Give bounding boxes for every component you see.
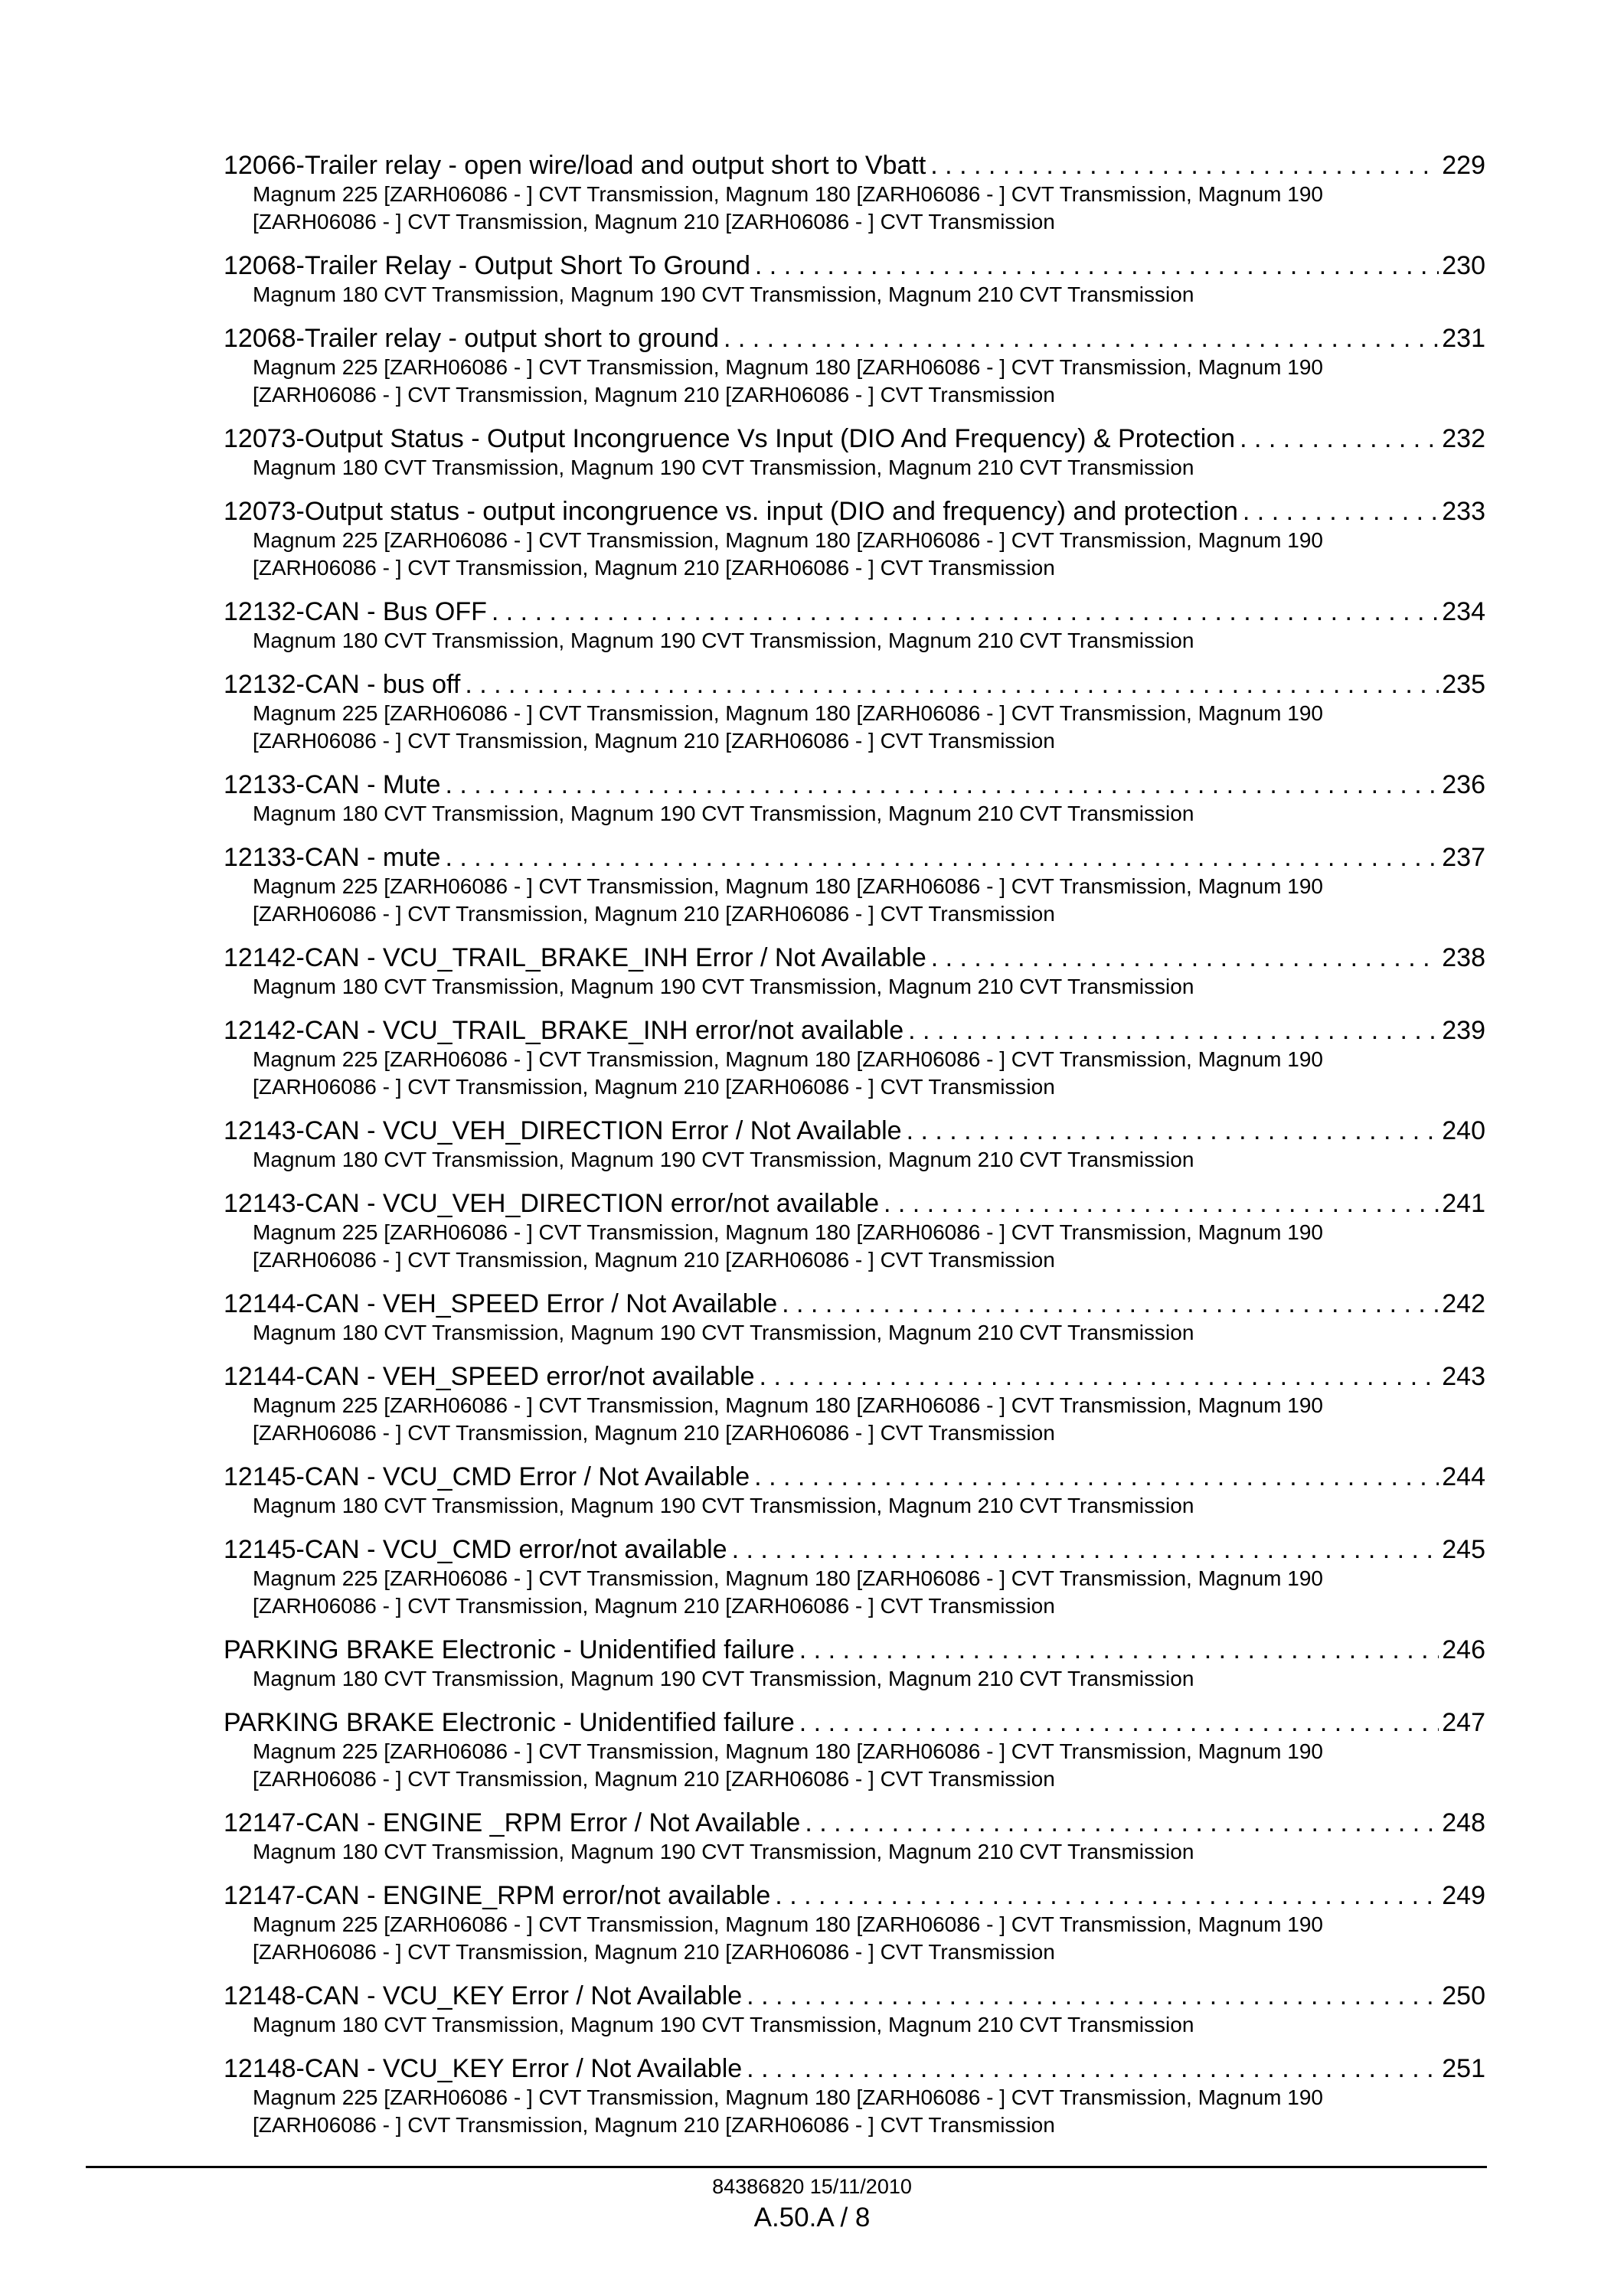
toc-entry-heading — [224, 769, 1485, 800]
toc-entry-applicability: [ZARH06086 - ] CVT Transmission, Magnum 210 [ZARH06086 - ] CVT Transmission — [253, 2113, 1055, 2137]
toc-entry-applicability: Magnum 225 [ZARH06086 - ] CVT Transmission, Magnum 180 [ZARH06086 - ] CVT Transmission, Magnum 190 — [253, 701, 1324, 725]
dot-leader — [1240, 423, 1439, 454]
dot-leader — [799, 1635, 1439, 1665]
toc-entry-applicability: [ZARH06086 - ] CVT Transmission, Magnum 210 [ZARH06086 - ] CVT Transmission — [253, 1767, 1055, 1791]
toc-entry-applicability: Magnum 225 [ZARH06086 - ] CVT Transmission, Magnum 180 [ZARH06086 - ] CVT Transmission, Magnum 190 — [253, 1047, 1324, 1071]
toc-entry-applicability: [ZARH06086 - ] CVT Transmission, Magnum 210 [ZARH06086 - ] CVT Transmission — [253, 556, 1055, 580]
dot-leader — [799, 1707, 1439, 1738]
toc-entry-applicability: Magnum 225 [ZARH06086 - ] CVT Transmission, Magnum 180 [ZARH06086 - ] CVT Transmission, Magnum 190 — [253, 355, 1324, 379]
dot-leader — [747, 1981, 1439, 2011]
toc-entry-applicability: [ZARH06086 - ] CVT Transmission, Magnum 210 [ZARH06086 - ] CVT Transmission — [253, 729, 1055, 753]
toc-entry-title: 12066-Trailer relay - open wire/load and output short to Vbatt — [224, 151, 926, 180]
toc-entry-title: 12147-CAN - ENGINE _RPM Error / Not Available — [224, 1808, 801, 1837]
toc-entry-applicability: Magnum 225 [ZARH06086 - ] CVT Transmission, Magnum 180 [ZARH06086 - ] CVT Transmission, Magnum 190 — [253, 2085, 1324, 2109]
toc-entry[interactable] — [224, 1534, 1485, 1620]
toc-entry[interactable] — [224, 596, 1485, 655]
toc-entry-applicability: Magnum 225 [ZARH06086 - ] CVT Transmission, Magnum 180 [ZARH06086 - ] CVT Transmission, Magnum 190 — [253, 1393, 1324, 1417]
footer-page-number: A.50.A / 8 — [753, 2203, 871, 2232]
toc-entry-page: 238 — [1442, 943, 1485, 972]
toc-entry-title: 12132-CAN - Bus OFF — [224, 597, 487, 626]
table-of-contents — [224, 150, 1485, 2154]
dot-leader — [805, 1808, 1439, 1838]
toc-entry-page: 251 — [1442, 2054, 1485, 2083]
toc-entry[interactable] — [224, 323, 1485, 409]
toc-entry-page: 229 — [1442, 151, 1485, 180]
toc-entry-page: 235 — [1442, 670, 1485, 699]
toc-entry-title: 12144-CAN - VEH_SPEED error/not available — [224, 1362, 755, 1391]
toc-entry[interactable] — [224, 1808, 1485, 1866]
toc-entry[interactable] — [224, 942, 1485, 1001]
toc-entry[interactable] — [224, 150, 1485, 236]
toc-entry-applicability: Magnum 180 CVT Transmission, Magnum 190 CVT Transmission, Magnum 210 CVT Transmission — [253, 2013, 1194, 2036]
toc-entry-heading — [224, 323, 1485, 354]
toc-entry-page: 230 — [1442, 251, 1485, 280]
toc-entry-applicability: Magnum 180 CVT Transmission, Magnum 190 CVT Transmission, Magnum 210 CVT Transmission — [253, 1321, 1194, 1344]
toc-entry-applicability: Magnum 180 CVT Transmission, Magnum 190 CVT Transmission, Magnum 210 CVT Transmission — [253, 1667, 1194, 1690]
footer-document-code: 84386820 15/11/2010 — [712, 2175, 912, 2198]
toc-entry-title: 12148-CAN - VCU_KEY Error / Not Available — [224, 1981, 743, 2010]
toc-entry-heading — [224, 1115, 1485, 1146]
toc-entry[interactable] — [224, 769, 1485, 828]
toc-entry-title: PARKING BRAKE Electronic - Unidentified failure — [224, 1708, 795, 1737]
toc-entry-page: 234 — [1442, 597, 1485, 626]
toc-entry-applicability: [ZARH06086 - ] CVT Transmission, Magnum 210 [ZARH06086 - ] CVT Transmission — [253, 1594, 1055, 1618]
toc-entry-title: 12132-CAN - bus off — [224, 670, 461, 699]
toc-entry-heading — [224, 596, 1485, 627]
toc-entry[interactable] — [224, 1188, 1485, 1274]
toc-entry-applicability: Magnum 225 [ZARH06086 - ] CVT Transmission, Magnum 180 [ZARH06086 - ] CVT Transmission, Magnum 190 — [253, 528, 1324, 552]
toc-entry-page: 240 — [1442, 1116, 1485, 1145]
toc-entry-applicability: Magnum 225 [ZARH06086 - ] CVT Transmission, Magnum 180 [ZARH06086 - ] CVT Transmission, Magnum 190 — [253, 1566, 1324, 1590]
toc-entry[interactable] — [224, 1462, 1485, 1520]
toc-entry-heading — [224, 1462, 1485, 1492]
dot-leader — [930, 150, 1439, 181]
toc-entry-title: 12068-Trailer relay - output short to ground — [224, 324, 719, 353]
toc-entry-page: 248 — [1442, 1808, 1485, 1837]
toc-entry-page: 242 — [1442, 1289, 1485, 1318]
dot-leader — [782, 1288, 1439, 1319]
toc-entry-heading — [224, 1288, 1485, 1319]
toc-entry-title: 12142-CAN - VCU_TRAIL_BRAKE_INH error/not available — [224, 1016, 904, 1045]
toc-entry-applicability: [ZARH06086 - ] CVT Transmission, Magnum 210 [ZARH06086 - ] CVT Transmission — [253, 1248, 1055, 1272]
toc-entry-applicability: [ZARH06086 - ] CVT Transmission, Magnum 210 [ZARH06086 - ] CVT Transmission — [253, 1421, 1055, 1445]
toc-entry-heading — [224, 250, 1485, 281]
toc-entry-heading — [224, 1361, 1485, 1392]
toc-entry-heading — [224, 1188, 1485, 1219]
toc-entry-applicability: Magnum 180 CVT Transmission, Magnum 190 CVT Transmission, Magnum 210 CVT Transmission — [253, 975, 1194, 998]
toc-entry-heading — [224, 496, 1485, 527]
toc-entry-page: 237 — [1442, 843, 1485, 872]
toc-entry-heading — [224, 1707, 1485, 1738]
toc-entry-heading — [224, 423, 1485, 454]
toc-entry-applicability: Magnum 225 [ZARH06086 - ] CVT Transmission, Magnum 180 [ZARH06086 - ] CVT Transmission, Magnum 190 — [253, 1912, 1324, 1936]
toc-entry-title: 12133-CAN - Mute — [224, 770, 441, 799]
dot-leader — [907, 1115, 1439, 1146]
toc-entry-applicability: Magnum 180 CVT Transmission, Magnum 190 CVT Transmission, Magnum 210 CVT Transmission — [253, 1840, 1194, 1863]
toc-entry-heading — [224, 150, 1485, 181]
toc-entry-page: 245 — [1442, 1535, 1485, 1564]
toc-entry-applicability: Magnum 180 CVT Transmission, Magnum 190 CVT Transmission, Magnum 210 CVT Transmission — [253, 1494, 1194, 1517]
toc-entry-title: PARKING BRAKE Electronic - Unidentified failure — [224, 1635, 795, 1664]
toc-entry-heading — [224, 942, 1485, 973]
toc-entry-applicability: Magnum 180 CVT Transmission, Magnum 190 CVT Transmission, Magnum 210 CVT Transmission — [253, 283, 1194, 306]
toc-entry-heading — [224, 1015, 1485, 1046]
toc-entry[interactable] — [224, 1880, 1485, 1966]
toc-entry-page: 247 — [1442, 1708, 1485, 1737]
dot-leader — [775, 1880, 1439, 1911]
toc-entry[interactable] — [224, 1015, 1485, 1101]
toc-entry-applicability: [ZARH06086 - ] CVT Transmission, Magnum 210 [ZARH06086 - ] CVT Transmission — [253, 210, 1055, 234]
toc-entry-applicability: Magnum 225 [ZARH06086 - ] CVT Transmission, Magnum 180 [ZARH06086 - ] CVT Transmission, Magnum 190 — [253, 1220, 1324, 1244]
toc-entry[interactable] — [224, 1707, 1485, 1793]
toc-entry-page: 232 — [1442, 424, 1485, 453]
dot-leader — [465, 669, 1439, 700]
footer-divider — [86, 2166, 1487, 2168]
dot-leader — [884, 1188, 1439, 1219]
dot-leader — [1243, 496, 1439, 527]
toc-entry-page: 241 — [1442, 1189, 1485, 1218]
dot-leader — [755, 250, 1439, 281]
toc-entry-title: 12073-Output status - output incongruence vs. input (DIO and frequency) and protection — [224, 497, 1238, 526]
toc-entry-applicability: Magnum 180 CVT Transmission, Magnum 190 CVT Transmission, Magnum 210 CVT Transmission — [253, 802, 1194, 825]
dot-leader — [931, 942, 1439, 973]
toc-entry-page: 250 — [1442, 1981, 1485, 2010]
toc-entry-heading — [224, 1981, 1485, 2011]
toc-entry-heading — [224, 2053, 1485, 2084]
toc-entry-title: 12147-CAN - ENGINE_RPM error/not available — [224, 1881, 771, 1910]
toc-entry-heading — [224, 842, 1485, 873]
toc-entry-title: 12144-CAN - VEH_SPEED Error / Not Available — [224, 1289, 778, 1318]
toc-entry[interactable] — [224, 669, 1485, 755]
toc-entry-heading — [224, 669, 1485, 700]
toc-entry[interactable] — [224, 1981, 1485, 2039]
toc-entry-page: 246 — [1442, 1635, 1485, 1664]
toc-entry-page: 231 — [1442, 324, 1485, 353]
toc-entry-heading — [224, 1635, 1485, 1665]
toc-entry-page: 239 — [1442, 1016, 1485, 1045]
toc-entry-applicability: [ZARH06086 - ] CVT Transmission, Magnum 210 [ZARH06086 - ] CVT Transmission — [253, 1940, 1055, 1964]
toc-entry[interactable] — [224, 1115, 1485, 1174]
toc-entry-page: 244 — [1442, 1462, 1485, 1491]
toc-entry-applicability: [ZARH06086 - ] CVT Transmission, Magnum 210 [ZARH06086 - ] CVT Transmission — [253, 383, 1055, 407]
toc-entry-applicability: Magnum 225 [ZARH06086 - ] CVT Transmission, Magnum 180 [ZARH06086 - ] CVT Transmission, Magnum 190 — [253, 874, 1324, 898]
toc-entry-applicability: [ZARH06086 - ] CVT Transmission, Magnum 210 [ZARH06086 - ] CVT Transmission — [253, 902, 1055, 926]
toc-entry-applicability: Magnum 225 [ZARH06086 - ] CVT Transmission, Magnum 180 [ZARH06086 - ] CVT Transmission, Magnum 190 — [253, 1739, 1324, 1763]
toc-entry-title: 12143-CAN - VCU_VEH_DIRECTION error/not available — [224, 1189, 879, 1218]
dot-leader — [732, 1534, 1439, 1565]
toc-entry-page: 233 — [1442, 497, 1485, 526]
toc-entry-heading — [224, 1534, 1485, 1565]
toc-entry-page: 236 — [1442, 770, 1485, 799]
toc-entry[interactable] — [224, 1361, 1485, 1447]
toc-entry[interactable] — [224, 2053, 1485, 2139]
toc-entry-applicability: Magnum 225 [ZARH06086 - ] CVT Transmission, Magnum 180 [ZARH06086 - ] CVT Transmission, Magnum 190 — [253, 182, 1324, 206]
dot-leader — [492, 596, 1439, 627]
toc-entry-page: 243 — [1442, 1362, 1485, 1391]
toc-entry-title: 12145-CAN - VCU_CMD error/not available — [224, 1535, 727, 1564]
dot-leader — [754, 1462, 1439, 1492]
toc-entry-title: 12142-CAN - VCU_TRAIL_BRAKE_INH Error / Not Available — [224, 943, 926, 972]
toc-entry-title: 12143-CAN - VCU_VEH_DIRECTION Error / Not Available — [224, 1116, 902, 1145]
dot-leader — [445, 769, 1439, 800]
toc-entry-heading — [224, 1880, 1485, 1911]
dot-leader — [724, 323, 1439, 354]
dot-leader — [908, 1015, 1439, 1046]
toc-entry[interactable] — [224, 842, 1485, 928]
toc-entry[interactable] — [224, 1635, 1485, 1693]
toc-entry-applicability: [ZARH06086 - ] CVT Transmission, Magnum 210 [ZARH06086 - ] CVT Transmission — [253, 1075, 1055, 1099]
toc-entry-applicability: Magnum 180 CVT Transmission, Magnum 190 CVT Transmission, Magnum 210 CVT Transmission — [253, 629, 1194, 652]
toc-entry-title: 12133-CAN - mute — [224, 843, 441, 872]
toc-entry-page: 249 — [1442, 1881, 1485, 1910]
toc-entry-heading — [224, 1808, 1485, 1838]
toc-entry-title: 12073-Output Status - Output Incongruence Vs Input (DIO And Frequency) & Protection — [224, 424, 1236, 453]
toc-entry-title: 12068-Trailer Relay - Output Short To Ground — [224, 251, 750, 280]
toc-entry-title: 12148-CAN - VCU_KEY Error / Not Available — [224, 2054, 743, 2083]
toc-entry[interactable] — [224, 423, 1485, 482]
dot-leader — [760, 1361, 1439, 1392]
toc-entry[interactable] — [224, 250, 1485, 309]
dot-leader — [747, 2053, 1439, 2084]
toc-entry-applicability: Magnum 180 CVT Transmission, Magnum 190 CVT Transmission, Magnum 210 CVT Transmission — [253, 1148, 1194, 1171]
toc-entry-title: 12145-CAN - VCU_CMD Error / Not Available — [224, 1462, 750, 1491]
toc-entry[interactable] — [224, 496, 1485, 582]
dot-leader — [445, 842, 1439, 873]
toc-entry-applicability: Magnum 180 CVT Transmission, Magnum 190 CVT Transmission, Magnum 210 CVT Transmission — [253, 456, 1194, 479]
toc-entry[interactable] — [224, 1288, 1485, 1347]
